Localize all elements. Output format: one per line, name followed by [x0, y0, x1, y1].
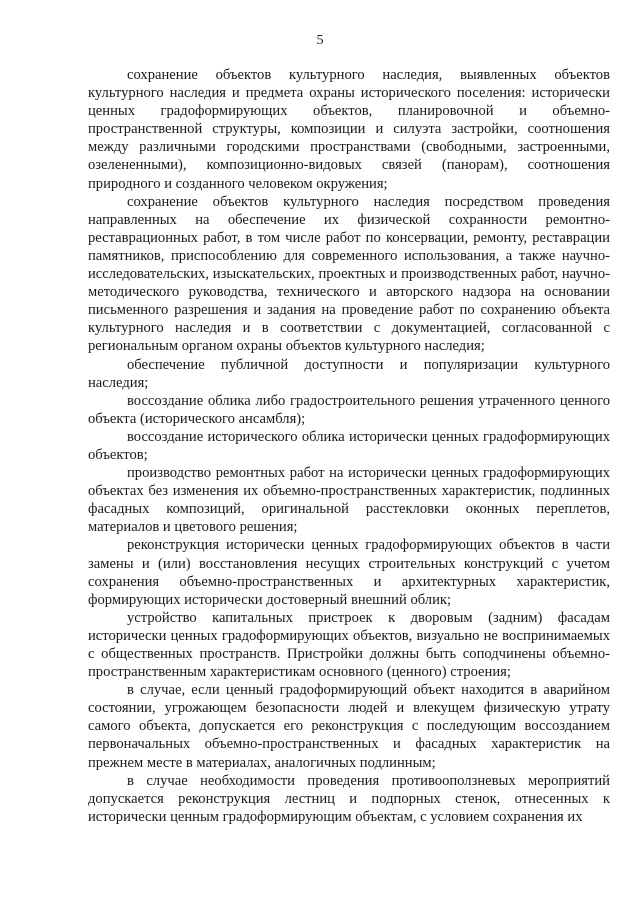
page-number: 5	[316, 33, 324, 48]
paragraph-9: в случае, если ценный градоформирующий объект находится в аварийном состоянии, угрожающем безопасности людей и влекущем физическую утрату самого объекта, допускается его реконструкция с последующим воссозданием первоначальных объемно-пространственных и фасадных характеристик на прежнем месте в материалах, аналогичных подлинным;	[88, 682, 610, 771]
paragraph-10: в случае необходимости проведения противооползневых мероприятий допускается реконструкция лестниц и подпорных стенок, отнесенных к исторически ценным градоформирующим объектам, с условием сохранения их	[88, 772, 610, 825]
paragraph-6: производство ремонтных работ на исторически ценных градоформирующих объектах без изменения их объемно-пространственных характеристик, подлинных фасадных композиций, оригинальной расстекловки оконных переплетов, материалов и цветового решения;	[88, 465, 610, 536]
paragraph-4: воссоздание облика либо градостроительного решения утраченного ценного объекта (исторического ансамбля);	[88, 392, 610, 427]
paragraph-2: сохранение объектов культурного наследия посредством проведения направленных на обеспечение их физической сохранности ремонтно-реставрационных работ, в том числе работ по консервации, ремонту, реставрации памятников, приспособлению для современного использования, а также научно-исследовательских, изыскательских, проектных и производственных работ, научно-методического руководства, технического и авторского надзора на основании письменного разрешения и задания на проведение работ по сохранению объекта культурного наследия и в соответствии с документацией, согласованной с региональным органом охраны объектов культурного наследия;	[88, 193, 610, 355]
document-body	[88, 66, 610, 826]
paragraph-7: реконструкция исторически ценных градоформирующих объектов в части замены и (или) восстановления несущих строительных конструкций с учетом сохранения объемно-пространственных и архитектурных характеристик, формирующих исторически достоверный внешний облик;	[88, 537, 610, 608]
paragraph-5: воссоздание исторического облика исторически ценных градоформирующих объектов;	[88, 428, 610, 463]
paragraph-8: устройство капитальных пристроек к дворовым (задним) фасадам исторически ценных градоформирующих объектов, визуально не воспринимаемых с общественных пространств. Пристройки должны быть соподчинены объемно-пространственным характеристикам основного (ценного) строения;	[88, 609, 610, 681]
paragraph-1: сохранение объектов культурного наследия, выявленных объектов культурного наследия и предмета охраны исторического поселения: исторически ценных градоформирующих объектов, планировочной и объемно-пространственной структуры, композиции и силуэта застройки, соотношения между различными городскими пространствами (свободными, застроенными, озелененными), композиционно-видовых связей (панорам), соотношения природного и созданного человеком окружения;	[88, 67, 610, 192]
paragraph-3: обеспечение публичной доступности и популяризации культурного наследия;	[88, 356, 610, 391]
